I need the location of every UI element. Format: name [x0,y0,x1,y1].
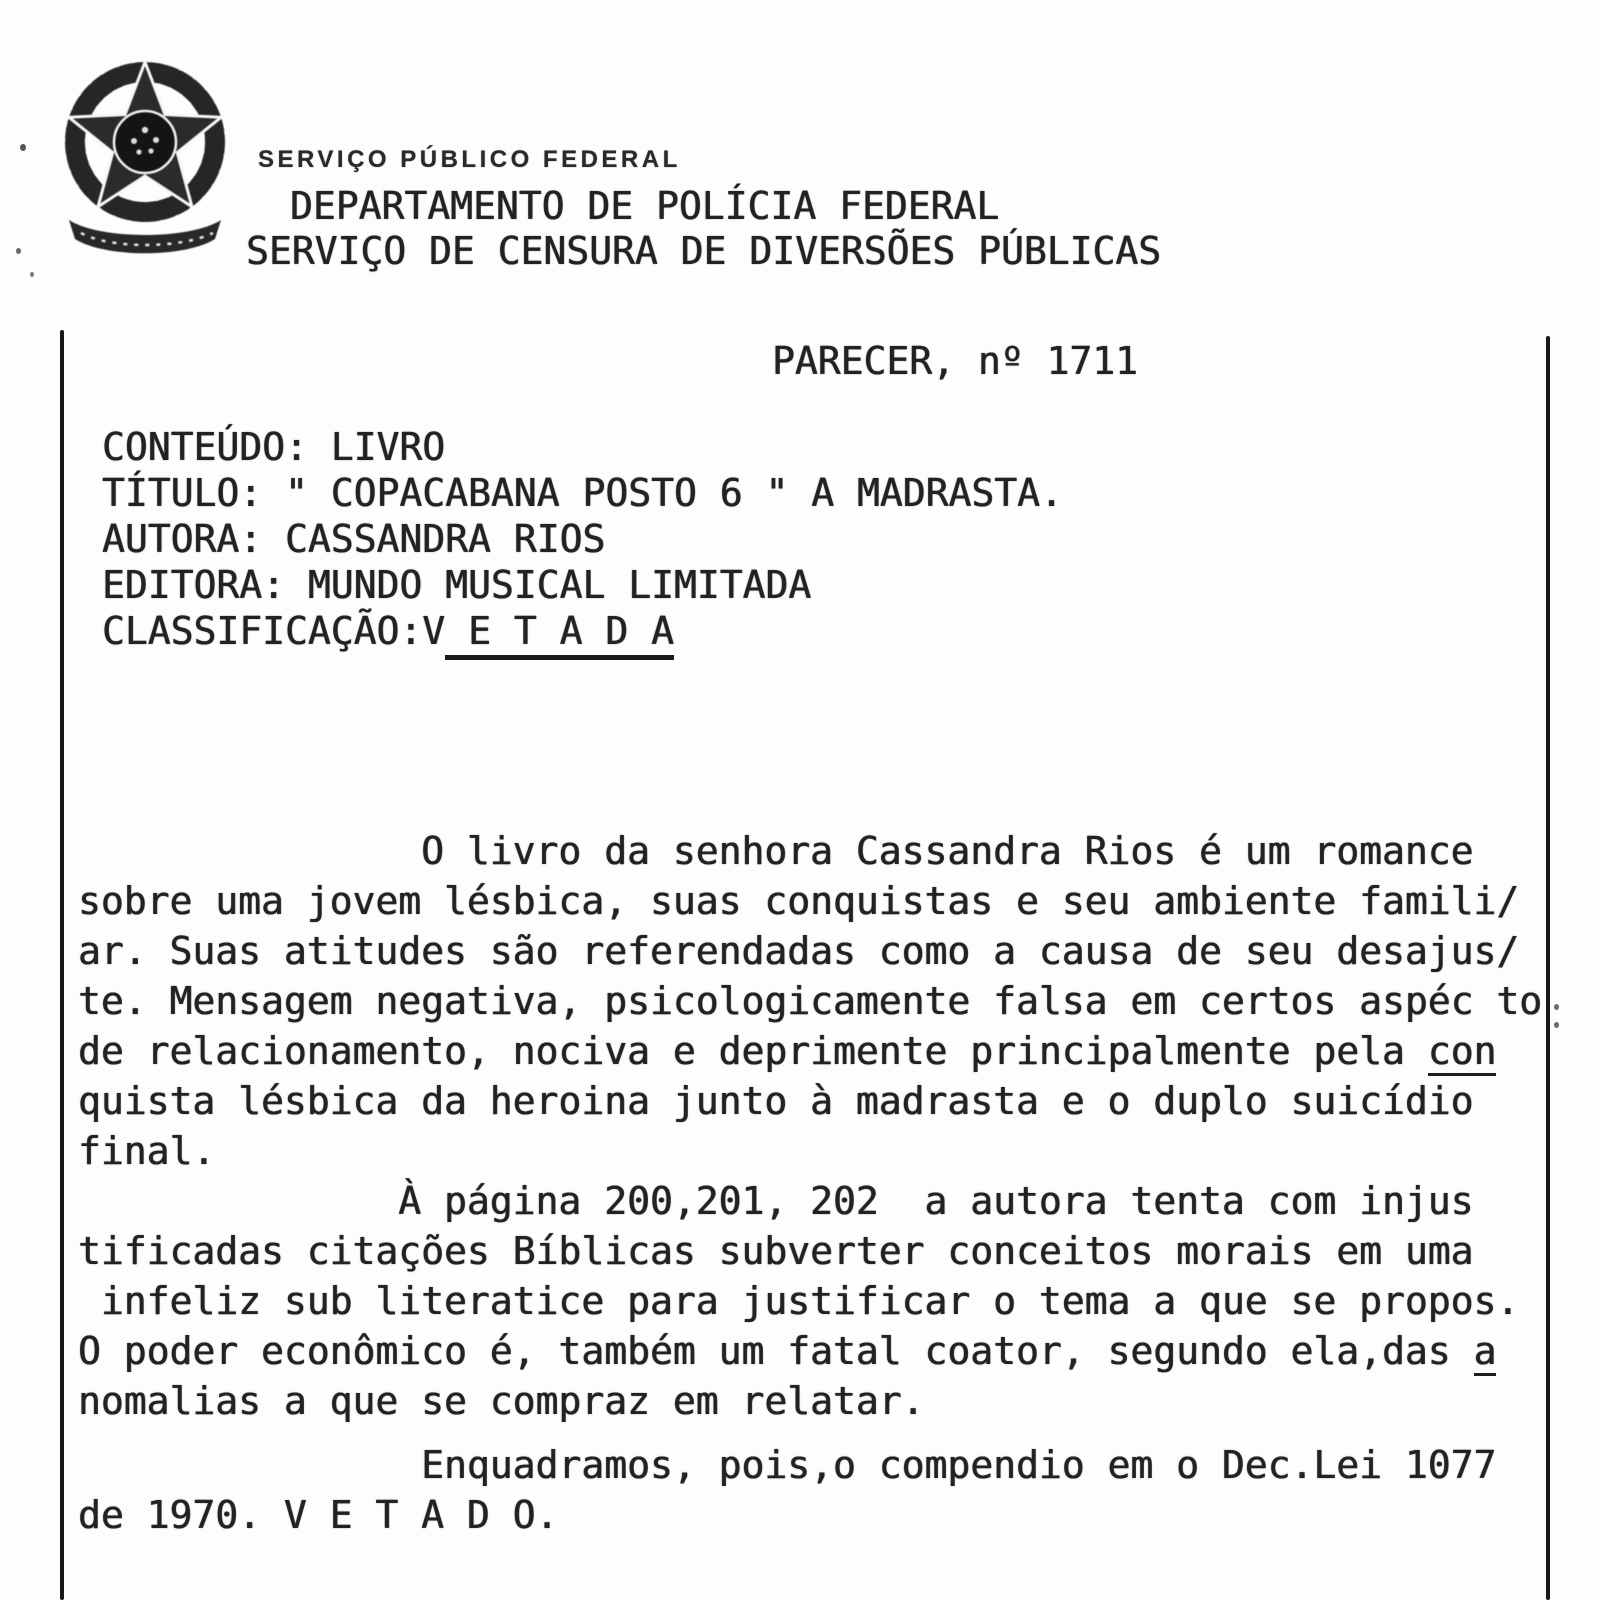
typewritten-line [78,1176,1542,1226]
right-margin-rule [1546,336,1550,1600]
scan-speck [30,272,34,277]
typewritten-line [78,1126,1542,1176]
field-value: " COPACABANA POSTO 6 " A MADRASTA. [285,471,1063,515]
typewritten-line [78,1490,1542,1540]
field-value: LIVRO [330,425,446,469]
typewritten-line [78,826,1542,876]
typewritten-line [78,1326,1542,1376]
field-value: V [422,609,446,653]
text-segment: O poder econômico é, também um fatal coator, segundo ela,das [78,1329,1474,1373]
text-segment: infeliz sub literatice para justificar o tema a que se propos. [78,1279,1520,1323]
text-segment: Enquadramos, pois,o compendio em o Dec.Lei 1077 [78,1443,1497,1487]
paragraph [78,1176,1542,1426]
underlined-text: con [1428,1029,1497,1076]
field-value: E T A D A [445,609,674,660]
letterhead-division: SERVIÇO DE CENSURA DE DIVERSÕES PÚBLICAS [246,229,1162,273]
underlined-text: a [1474,1329,1497,1376]
field-label: CLASSIFICAÇÃO: [102,609,423,653]
stray-ink-mark [1554,1004,1559,1010]
field-label: EDITORA: [102,563,308,607]
typewritten-line [78,876,1542,926]
field-row [102,516,1063,562]
parecer-fields [102,424,1063,654]
letterhead-agency: SERVIÇO PÚBLICO FEDERAL [258,146,681,173]
stray-ink-mark [1554,1022,1559,1028]
typewritten-line [78,1076,1542,1126]
coat-of-arms-icon [55,40,240,260]
field-label: TÍTULO: [102,471,286,515]
left-margin-rule [60,330,64,1600]
text-segment: final. [78,1129,216,1173]
parecer-body [78,826,1542,1540]
field-value: MUNDO MUSICAL LIMITADA [307,563,812,607]
scan-speck [16,248,21,254]
text-segment: ar. Suas atitudes são referendadas como a causa de seu desajus/ [78,929,1520,973]
typewritten-line [78,1226,1542,1276]
text-segment: tificadas citações Bíblicas subverter conceitos morais em uma [78,1229,1474,1273]
field-value: CASSANDRA RIOS [285,517,606,561]
scan-speck [20,144,26,151]
text-segment: te. Mensagem negativa, psicologicamente falsa em certos aspéc to [78,979,1543,1023]
field-row [102,424,1063,470]
text-segment: O livro da senhora Cassandra Rios é um romance [78,829,1474,873]
field-row [102,470,1063,516]
paragraph [78,1440,1542,1540]
field-row [102,562,1063,608]
text-segment: quista lésbica da heroina junto à madrasta e o duplo suicídio [78,1079,1474,1123]
typewritten-line [78,976,1542,1026]
text-segment: de 1970. V E T A D O. [78,1493,559,1537]
field-label: CONTEÚDO: [102,425,331,469]
typewritten-line [78,1026,1542,1076]
text-segment: nomalias a que se compraz em relatar. [78,1379,925,1423]
typewritten-line [78,1440,1542,1490]
typewritten-line [78,926,1542,976]
text-segment: sobre uma jovem lésbica, suas conquistas e seu ambiente famili/ [78,879,1520,923]
text-segment: de relacionamento, nociva e deprimente principalmente pela [78,1029,1428,1073]
typewritten-line [78,1276,1542,1326]
field-label: AUTORA: [102,517,286,561]
typewritten-line [78,1376,1542,1426]
paragraph [78,826,1542,1176]
letterhead-department: DEPARTAMENTO DE POLÍCIA FEDERAL [290,184,1000,228]
text-segment: À página 200,201, 202 a autora tenta com injus [78,1179,1474,1223]
field-row [102,608,1063,654]
parecer-number-heading: PARECER, nº 1711 [772,339,1139,383]
